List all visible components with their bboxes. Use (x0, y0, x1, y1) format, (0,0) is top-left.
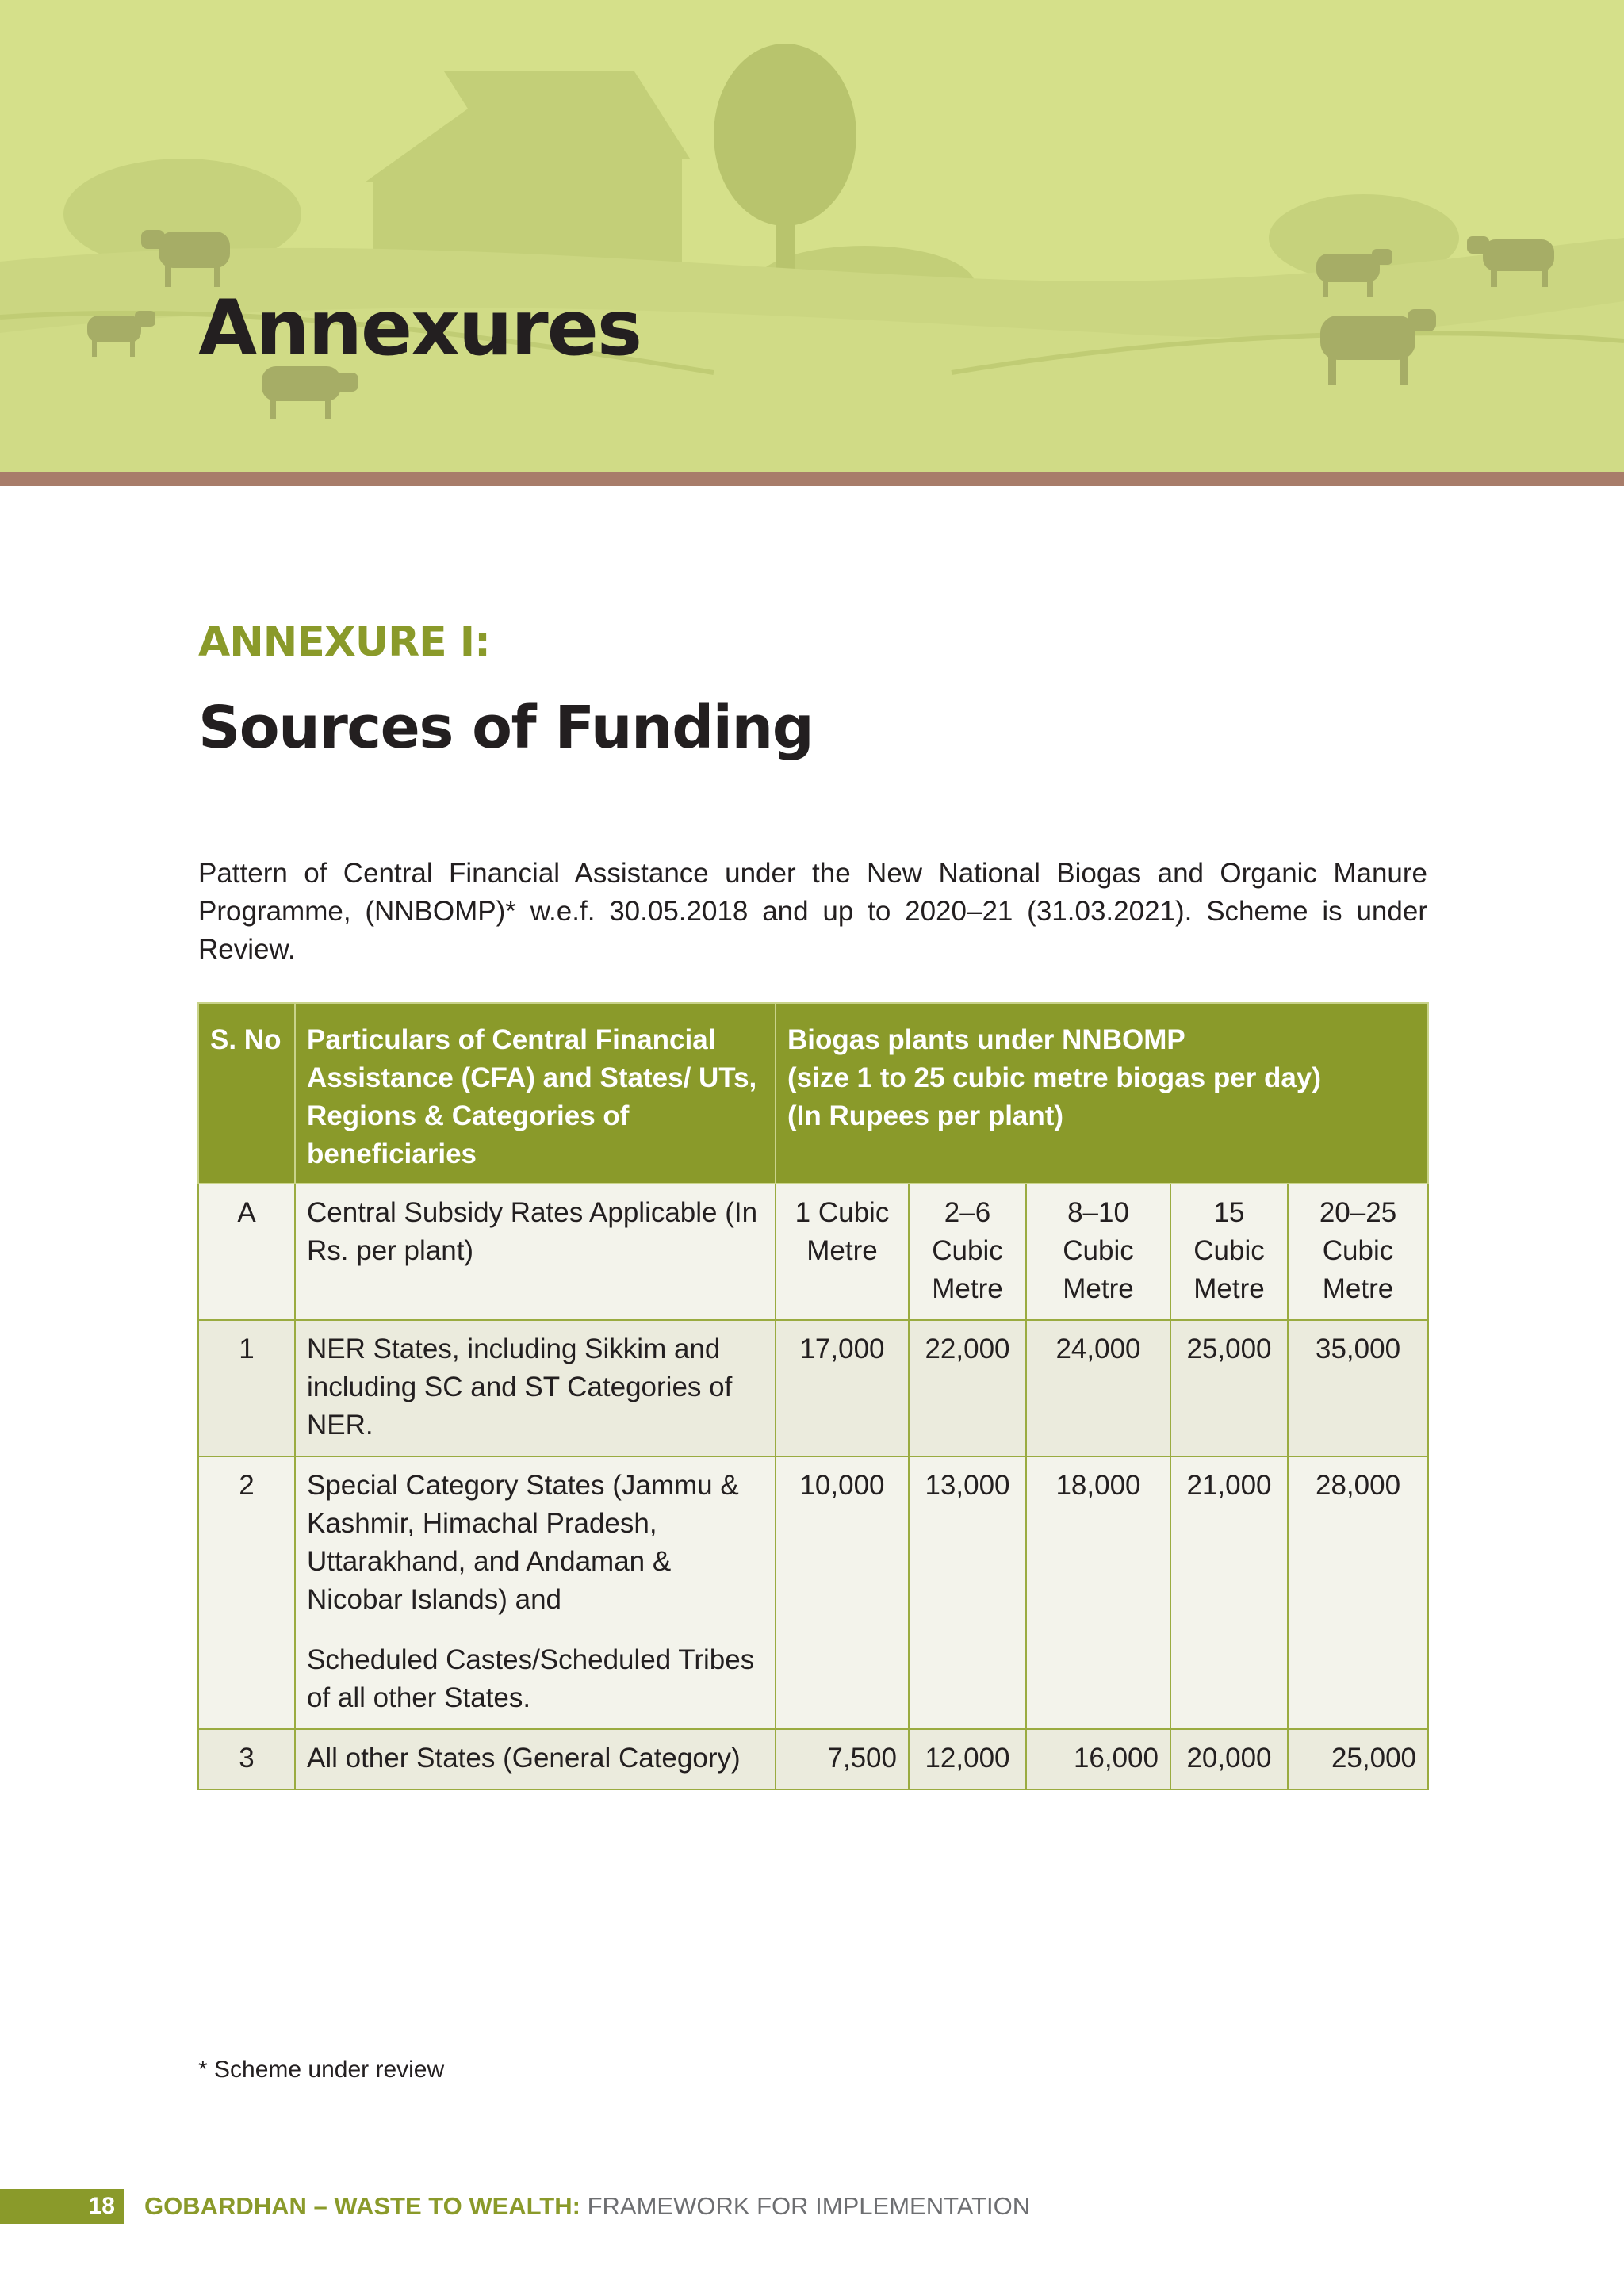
header-biogas-line: Biogas plants under NNBOMP (787, 1024, 1185, 1055)
page-number: 18 (88, 2193, 115, 2219)
row-particulars: Central Subsidy Rates Applicable (In Rs. per plant) (295, 1184, 776, 1320)
funding-table (197, 1002, 1429, 1790)
header-biogas-line: (In Rupees per plant) (787, 1100, 1064, 1131)
row-sno: A (198, 1184, 295, 1320)
value-cell: 24,000 (1026, 1320, 1170, 1456)
row-sno: 3 (198, 1729, 295, 1789)
particulars-part: Scheduled Castes/Scheduled Tribes of all other States. (307, 1644, 755, 1713)
intro-paragraph: Pattern of Central Financial Assistance under the New National Biogas and Organic Manure Programme, (NNBOMP)* w.e.f. 30.05.2018 and up to 2020–21 (31.03.2021). Scheme is under Review. (198, 858, 1427, 965)
header-particulars: Particulars of Central Financial Assistance (CFA) and States/ UTs, Regions & Categories of beneficiaries (295, 1003, 776, 1184)
value-cell: 18,000 (1026, 1456, 1170, 1729)
value-cell: 21,000 (1170, 1456, 1288, 1729)
annexure-title: Sources of Funding (198, 694, 814, 762)
row-sno: 1 (198, 1320, 295, 1456)
value-cell: 25,000 (1170, 1320, 1288, 1456)
value-cell: 35,000 (1288, 1320, 1428, 1456)
table-row (198, 1184, 1428, 1320)
row-particulars (295, 1456, 776, 1729)
footer-running-title (144, 2192, 1030, 2221)
footer-subtitle: FRAMEWORK FOR IMPLEMENTATION (580, 2192, 1031, 2220)
value-cell: 10,000 (776, 1456, 909, 1729)
footer-brand: GOBARDHAN – WASTE TO WEALTH: (144, 2192, 580, 2220)
table-row (198, 1320, 1428, 1456)
header-biogas (776, 1003, 1428, 1184)
footnote: * Scheme under review (198, 2057, 445, 2083)
value-cell: 17,000 (776, 1320, 909, 1456)
header-banner (0, 0, 1624, 472)
particulars-part: Special Category States (Jammu & Kashmir, Himachal Pradesh, Uttarakhand, and Andaman & Nicobar Islands) and (307, 1470, 739, 1615)
size-cell: 1 Cubic Metre (776, 1184, 909, 1320)
table-row (198, 1456, 1428, 1729)
value-cell: 13,000 (909, 1456, 1026, 1729)
value-cell: 16,000 (1026, 1729, 1170, 1789)
header-biogas-line: (size 1 to 25 cubic metre biogas per day) (787, 1062, 1321, 1093)
value-cell: 20,000 (1170, 1729, 1288, 1789)
farm-landscape-illustration (0, 0, 1624, 472)
value-cell: 25,000 (1288, 1729, 1428, 1789)
row-particulars: NER States, including Sikkim and including SC and ST Categories of NER. (295, 1320, 776, 1456)
value-cell: 7,500 (776, 1729, 909, 1789)
page-title: Annexures (198, 284, 641, 373)
size-cell: 8–10 Cubic Metre (1026, 1184, 1170, 1320)
banner-divider (0, 472, 1624, 486)
header-sno: S. No (198, 1003, 295, 1184)
table-header-row (198, 1003, 1428, 1184)
size-cell: 20–25 Cubic Metre (1288, 1184, 1428, 1320)
size-cell: 2–6 Cubic Metre (909, 1184, 1026, 1320)
row-sno: 2 (198, 1456, 295, 1729)
value-cell: 28,000 (1288, 1456, 1428, 1729)
size-cell: 15 Cubic Metre (1170, 1184, 1288, 1320)
table-row (198, 1729, 1428, 1789)
annexure-label: ANNEXURE I: (198, 618, 490, 666)
row-particulars: All other States (General Category) (295, 1729, 776, 1789)
value-cell: 12,000 (909, 1729, 1026, 1789)
value-cell: 22,000 (909, 1320, 1026, 1456)
